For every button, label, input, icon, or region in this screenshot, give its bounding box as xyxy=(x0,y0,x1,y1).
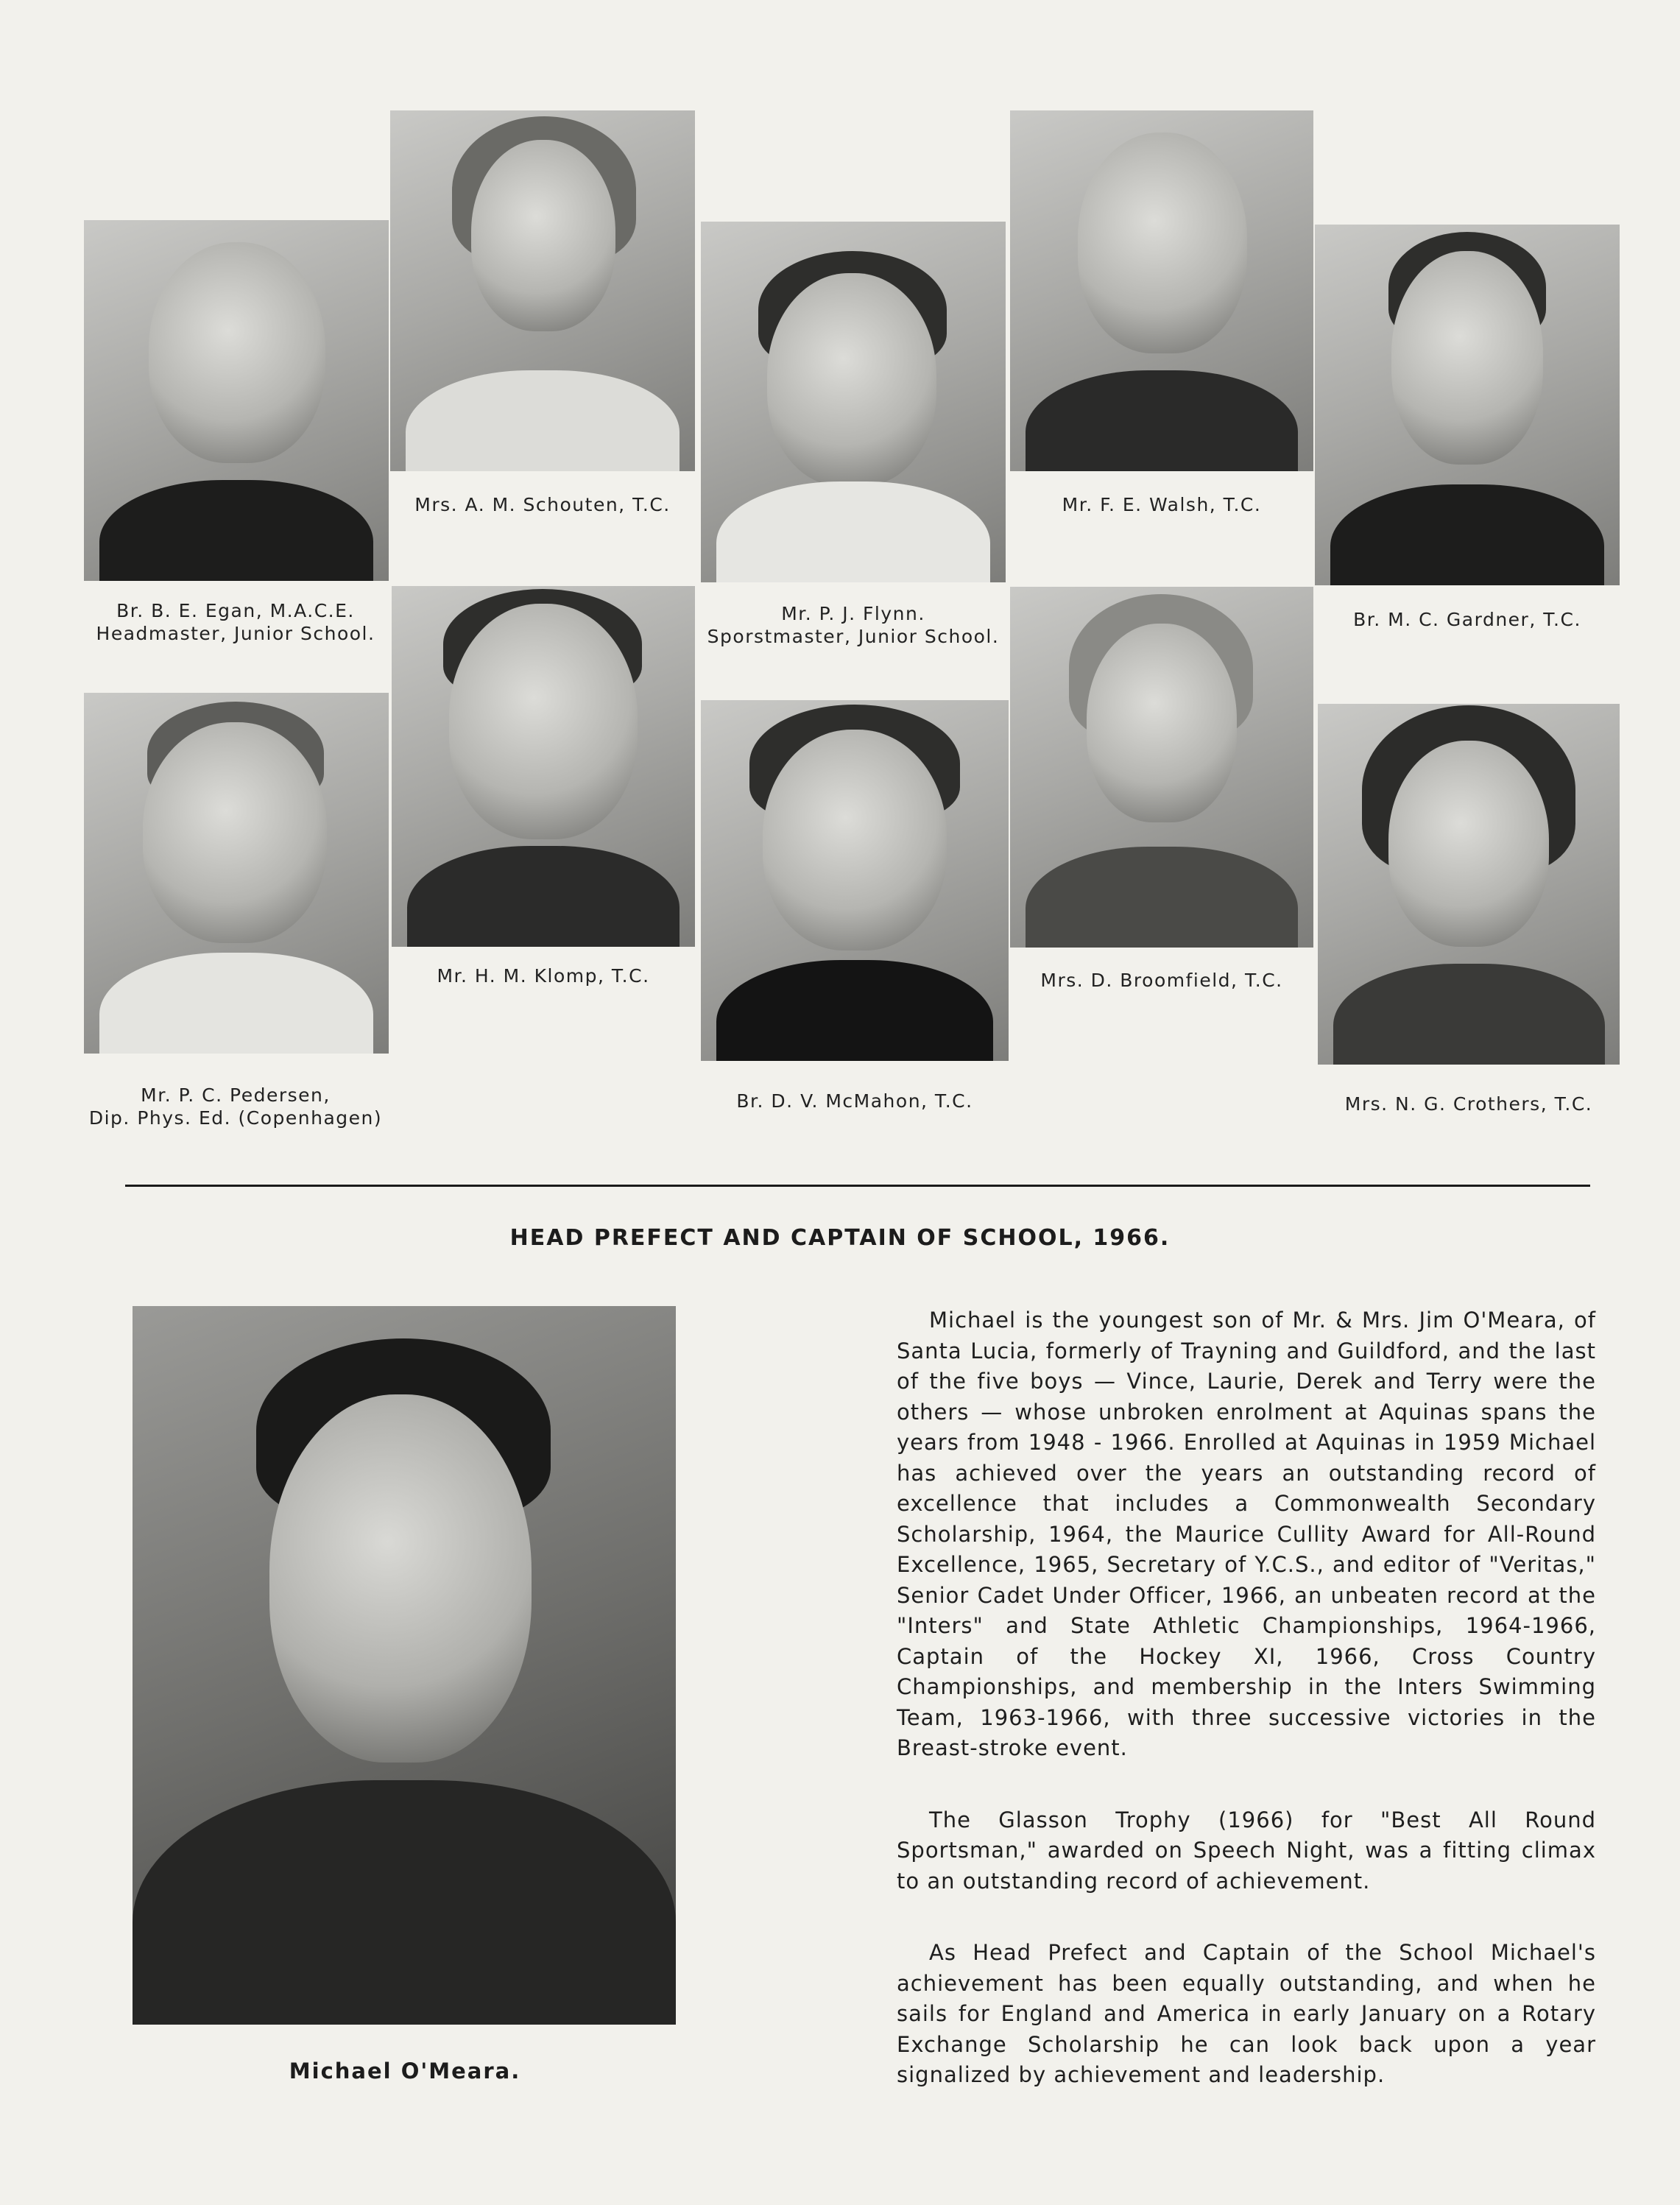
biography-text xyxy=(897,1305,1596,2091)
paragraph-1: Michael is the youngest son of Mr. & Mrs. Jim O'Meara, of Santa Lucia, formerly of Trayning and Guildford, and the last of the five boys — Vince, Laurie, Derek and Terry were the others — whose unbroken enrolment at Aquinas spans the years from 1948 - 1966. Enrolled at Aquinas in 1959 Michael has achieved over the years an outstanding record of excellence that includes a Commonwealth Secondary Scholarship, 1964, the Maurice Cullity Award for All-Round Excellence, 1965, Secretary of Y.C.S., and editor of "Veritas," Senior Cadet Under Officer, 1966, an unbeaten record at the "Inters" and State Athletic Championships, 1964-1966, Captain of the Hockey XI, 1966, Cross Country Championships, and membership in the Inters Swimming Team, 1963-1966, with three successive victories in the Breast-stroke event. xyxy=(897,1308,1596,1760)
portrait-flynn xyxy=(701,222,1006,582)
portrait-crothers xyxy=(1318,704,1620,1065)
portrait-pedersen xyxy=(84,693,389,1054)
portrait-walsh xyxy=(1010,110,1313,471)
portrait-mcmahon xyxy=(701,700,1009,1061)
section-heading: HEAD PREFECT AND CAPTAIN OF SCHOOL, 1966. xyxy=(509,1225,1171,1251)
caption-pedersen: Mr. P. C. Pedersen, Dip. Phys. Ed. (Copenhagen) xyxy=(88,1084,383,1129)
caption-broomfield: Mrs. D. Broomfield, T.C. xyxy=(1040,970,1283,991)
section-divider xyxy=(125,1185,1590,1187)
portrait-schouten xyxy=(390,110,695,471)
caption-klomp: Mr. H. M. Klomp, T.C. xyxy=(437,965,650,987)
portrait-omeara xyxy=(133,1306,676,2025)
caption-crothers: Mrs. N. G. Crothers, T.C. xyxy=(1344,1093,1593,1115)
paragraph-2: The Glasson Trophy (1966) for "Best All Round Sportsman," awarded on Speech Night, was a fitting climax to an outstanding record of achievement. xyxy=(897,1807,1596,1894)
portrait-klomp xyxy=(392,586,695,947)
caption-schouten: Mrs. A. M. Schouten, T.C. xyxy=(414,494,671,515)
paragraph-3: As Head Prefect and Captain of the School Michael's achievement has been equally outstanding, and when he sails for England and America in early January on a Rotary Exchange Scholarship he can look back upon a year signalized by achievement and leadership. xyxy=(897,1940,1596,2087)
caption-mcmahon: Br. D. V. McMahon, T.C. xyxy=(736,1090,973,1112)
caption-egan: Br. B. E. Egan, M.A.C.E. Headmaster, Junior School. xyxy=(96,600,375,644)
portrait-gardner xyxy=(1315,225,1620,585)
portrait-egan xyxy=(84,220,389,581)
portrait-omeara-caption: Michael O'Meara. xyxy=(289,2058,521,2084)
caption-walsh: Mr. F. E. Walsh, T.C. xyxy=(1062,494,1262,515)
caption-flynn: Mr. P. J. Flynn. Sporstmaster, Junior School. xyxy=(707,603,1000,647)
portrait-broomfield xyxy=(1010,587,1313,948)
caption-gardner: Br. M. C. Gardner, T.C. xyxy=(1353,609,1581,630)
